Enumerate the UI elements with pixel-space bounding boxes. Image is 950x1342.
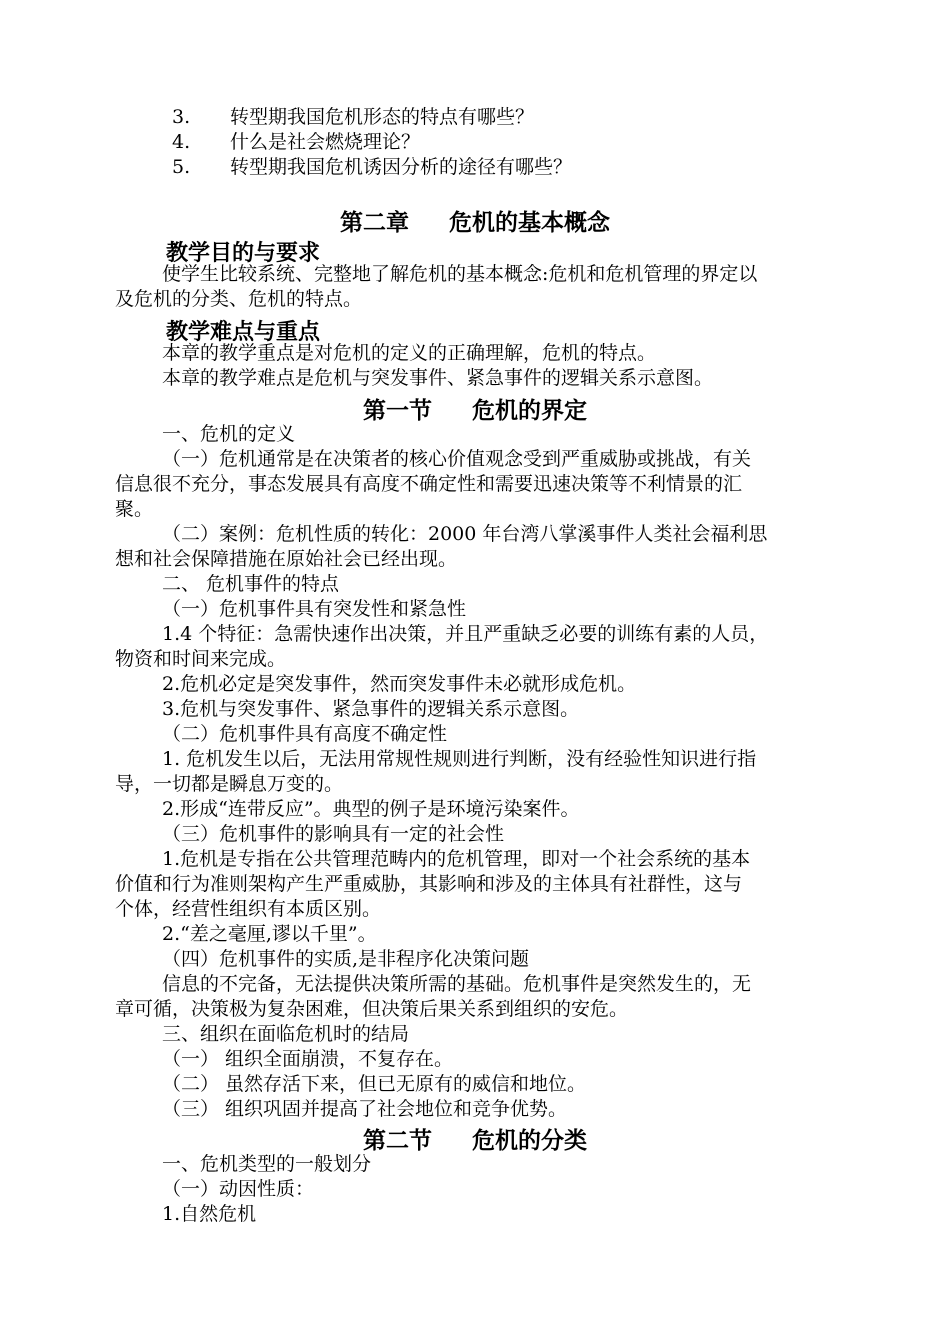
- section-title: 第二节 危机的分类: [362, 1128, 588, 1154]
- goals-heading: 教学目的与要求: [166, 241, 321, 266]
- body-line: 价值和行为准则架构产生严重威胁，其影响和涉及的主体具有社群性，这与: [115, 873, 743, 895]
- body-line: 本章的教学难点是危机与突发事件、紧急事件的逻辑关系示意图。: [162, 367, 714, 389]
- question-number: 3.: [172, 106, 191, 128]
- body-line: 1.4 个特征：急需快速作出决策，并且严重缺乏必要的训练有素的人员，: [162, 623, 769, 645]
- question-text: 什么是社会燃烧理论？: [230, 131, 421, 153]
- question-number: 4.: [172, 131, 191, 153]
- body-line: 一、危机类型的一般划分: [162, 1153, 372, 1175]
- body-line: 三、组织在面临危机时的结局: [162, 1023, 410, 1045]
- chapter-title: 第二章 危机的基本概念: [339, 210, 611, 236]
- body-line: 二、 危机事件的特点: [162, 573, 340, 595]
- body-line: 及危机的分类、危机的特点。: [115, 288, 363, 310]
- body-line: （二）案例：危机性质的转化：2000 年台湾八掌溪事件人类社会福利思: [162, 523, 768, 545]
- body-line: 本章的教学重点是对危机的定义的正确理解，危机的特点。: [162, 342, 657, 364]
- question-number: 5.: [172, 156, 191, 178]
- body-line: 导，一切都是瞬息万变的。: [115, 773, 344, 795]
- question-text: 转型期我国危机诱因分析的途径有哪些？: [230, 156, 573, 178]
- body-line: （一） 组织全面崩溃，不复存在。: [162, 1048, 454, 1070]
- body-line: 1.自然危机: [162, 1203, 257, 1225]
- body-line: 使学生比较系统、完整地了解危机的基本概念:危机和危机管理的界定以: [162, 263, 758, 285]
- body-line: 3.危机与突发事件、紧急事件的逻辑关系示意图。: [162, 698, 580, 720]
- body-line: 物资和时间来完成。: [115, 648, 287, 670]
- body-line: 信息的不完备，无法提供决策所需的基础。危机事件是突然发生的，无: [162, 973, 752, 995]
- body-line: （二）危机事件具有高度不确定性: [162, 723, 448, 745]
- body-line: （一）危机通常是在决策者的核心价值观念受到严重威胁或挑战，有关: [162, 448, 752, 470]
- body-line: （一）动因性质：: [162, 1178, 315, 1200]
- body-line: （一）危机事件具有突发性和紧急性: [162, 598, 467, 620]
- body-line: 1.危机是专指在公共管理范畴内的危机管理，即对一个社会系统的基本: [162, 848, 751, 870]
- body-line: 章可循，决策极为复杂困难，但决策后果关系到组织的安危。: [115, 998, 629, 1020]
- body-line: （二） 虽然存活下来，但已无原有的威信和地位。: [162, 1073, 587, 1095]
- body-line: （三）危机事件的影响具有一定的社会性: [162, 823, 505, 845]
- question-item: [0, 130, 950, 155]
- section-title: 第一节 危机的界定: [362, 398, 588, 424]
- body-line: 一、危机的定义: [162, 423, 296, 445]
- body-line: （三） 组织巩固并提高了社会地位和竞争优势。: [162, 1098, 568, 1120]
- body-line: 1. 危机发生以后，无法用常规性规则进行判断，没有经验性知识进行指: [162, 748, 757, 770]
- question-item: [0, 155, 950, 180]
- difficulty-heading: 教学难点与重点: [166, 320, 321, 345]
- body-line: 2.形成“连带反应”。典型的例子是环境污染案件。: [162, 798, 580, 820]
- question-item: [0, 105, 950, 130]
- body-line: 聚。: [115, 498, 154, 520]
- body-line: 2.危机必定是突发事件，然而突发事件未必就形成危机。: [162, 673, 637, 695]
- body-line: 个体，经营性组织有本质区别。: [115, 898, 382, 920]
- body-line: （四）危机事件的实质,是非程序化决策问题: [162, 948, 530, 970]
- body-line: 2.“差之毫厘,谬以千里”。: [162, 923, 377, 945]
- body-line: 想和社会保障措施在原始社会已经出现。: [115, 548, 458, 570]
- body-line: 信息很不充分，事态发展具有高度不确定性和需要迅速决策等不利情景的汇: [115, 473, 743, 495]
- question-text: 转型期我国危机形态的特点有哪些？: [230, 106, 535, 128]
